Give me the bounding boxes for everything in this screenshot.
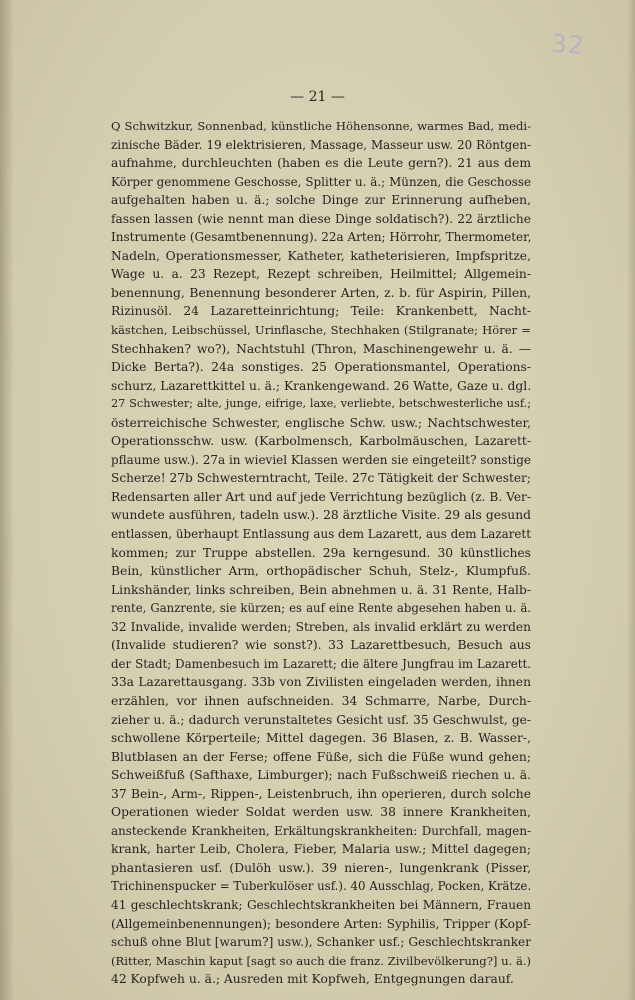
- text-line: 42 Kopfweh u. ä.; Ausreden mit Kopfweh, Entgegnungen darauf.: [111, 972, 514, 987]
- text-line: Blutblasen an der Ferse; offene Füße, sich die Füße wund gehen;: [111, 749, 531, 764]
- text-line: 32 Invalide, invalide werden; Streben, als invalid erklärt zu werden: [111, 619, 531, 634]
- text-line: zinische Bäder. 19 elektrisieren, Massage, Masseur usw. 20 Röntgen-: [111, 137, 531, 152]
- text-line: der Stadt; Damenbesuch im Lazarett; die ältere Jungfrau im Lazarett.: [111, 656, 531, 671]
- text-line: (Allgemeinbenennungen); besondere Arten: Syphilis, Tripper (Kopf-: [111, 916, 531, 931]
- text-line: schwollene Körperteile; Mittel dagegen. 36 Blasen, z. B. Wasser-,: [111, 731, 531, 746]
- text-line: Scherze! 27b Schwesterntracht, Teile. 27c Tätigkeit der Schwester;: [111, 471, 531, 486]
- text-line: Operationsschw. usw. (Karbolmensch, Karbolmäuschen, Lazarett-: [111, 434, 531, 449]
- text-line: Bein, künstlicher Arm, orthopädischer Schuh, Stelz-, Klumpfuß.: [111, 564, 531, 579]
- text-line: entlassen, überhaupt Entlassung aus dem Lazarett, aus dem Lazarett: [111, 527, 531, 542]
- text-line: Dicke Berta?). 24a sonstiges. 25 Operationsmantel, Operations-: [111, 360, 531, 375]
- text-line: phantasieren usf. (Dulöh usw.). 39 nieren-, lungenkrank (Pisser,: [111, 860, 531, 875]
- text-line: kommen; zur Truppe abstellen. 29a kerngesund. 30 künstliches: [111, 545, 531, 560]
- text-line: benennung, Benennung besonderer Arten, z. b. für Aspirin, Pillen,: [111, 285, 531, 300]
- text-line: österreichische Schwester, englische Schw. usw.; Nachtschwester,: [111, 415, 531, 430]
- text-line: Redensarten aller Art und auf jede Verrichtung bezüglich (z. B. Ver-: [111, 489, 531, 504]
- text-line: Schweißfuß (Safthaxe, Limburger); nach Fußschweiß riechen u. ä.: [111, 768, 531, 783]
- text-line: Instrumente (Gesamtbenennung). 22a Arten; Hörrohr, Thermometer,: [111, 230, 532, 245]
- text-line: Stechhaken? wo?), Nachtstuhl (Thron, Maschinengewehr u. ä. —: [111, 341, 531, 356]
- text-line: 41 geschlechtskrank; Geschlechtskrankheiten bei Männern, Frauen: [111, 897, 531, 912]
- text-line: aufnahme, durchleuchten (haben es die Leute gern?). 21 aus dem: [111, 156, 531, 171]
- text-line: Q Schwitzkur, Sonnenbad, künstliche Höhensonne, warmes Bad, medi-: [111, 119, 531, 133]
- text-line: 37 Bein-, Arm-, Rippen-, Leistenbruch, ihn operieren, durch solche: [111, 786, 531, 801]
- page-edge-shadow-right: [627, 0, 635, 1000]
- text-line: 33a Lazarettausgang. 33b von Zivilisten eingeladen werden, ihnen: [111, 675, 531, 690]
- text-line: pflaume usw.). 27a in wieviel Klassen werden sie eingeteilt? sonstige: [111, 452, 532, 467]
- body-text: [111, 117, 531, 989]
- text-line: zieher u. ä.; dadurch verunstaltetes Gesicht usf. 35 Geschwulst, ge-: [111, 712, 531, 727]
- page-edge-shadow-left: [0, 0, 14, 1000]
- text-line: Linkshänder, links schreiben, Bein abnehmen u. ä. 31 Rente, Halb-: [111, 582, 531, 597]
- archive-page-mark: 32: [550, 28, 586, 61]
- text-line: aufgehalten haben u. ä.; solche Dinge zur Erinnerung aufheben,: [111, 193, 531, 208]
- text-line: ansteckende Krankheiten, Erkältungskrankheiten: Durchfall, magen-: [111, 823, 531, 838]
- text-line: rente, Ganzrente, sie kürzen; es auf eine Rente abgesehen haben u. ä.: [111, 601, 531, 616]
- text-line: kästchen, Leibschüssel, Urinflasche, Stechhaken (Stilgranate; Hörer =: [111, 323, 531, 338]
- text-line: erzählen, vor ihnen aufschneiden. 34 Schmarre, Narbe, Durch-: [111, 693, 531, 708]
- text-line: Operationen wieder Soldat werden usw. 38 innere Krankheiten,: [111, 805, 531, 820]
- text-line: krank, harter Leib, Cholera, Fieber, Malaria usw.; Mittel dagegen;: [111, 842, 531, 857]
- text-line: 27 Schwester; alte, junge, eifrige, laxe, verliebte, betschwesterliche usf.;: [111, 397, 531, 411]
- text-line: schurz, Lazarettkittel u. ä.; Krankengewand. 26 Watte, Gaze u. dgl.: [111, 378, 532, 393]
- text-line: wundete ausführen, tadeln usw.). 28 ärztliche Visite. 29 als gesund: [111, 508, 531, 523]
- text-line: schuß ohne Blut [warum?] usw.), Schanker usf.; Geschlechtskranker: [111, 935, 531, 950]
- text-line: fassen lassen (wie nennt man diese Dinge soldatisch?). 22 ärztliche: [111, 211, 531, 226]
- page-number: — 21 —: [290, 89, 345, 105]
- text-line: (Ritter, Maschin kaput [sagt so auch die franz. Zivilbevölkerung?] u. ä.): [111, 953, 532, 968]
- text-line: Rizinusöl. 24 Lazaretteinrichtung; Teile: Krankenbett, Nacht-: [111, 304, 531, 319]
- text-line: (Invalide studieren? wie sonst?). 33 Lazarettbesuch, Besuch aus: [111, 638, 531, 653]
- text-line: Körper genommene Geschosse, Splitter u. ä.; Münzen, die Geschosse: [111, 174, 531, 189]
- text-line: Nadeln, Operationsmesser, Katheter, katheterisieren, Impfspritze,: [111, 248, 531, 263]
- text-line: Wage u. a. 23 Rezept, Rezept schreiben, Heilmittel; Allgemein-: [111, 267, 531, 282]
- text-line: Trichinenspucker = Tuberkulöser usf.). 40 Ausschlag, Pocken, Krätze.: [111, 879, 532, 894]
